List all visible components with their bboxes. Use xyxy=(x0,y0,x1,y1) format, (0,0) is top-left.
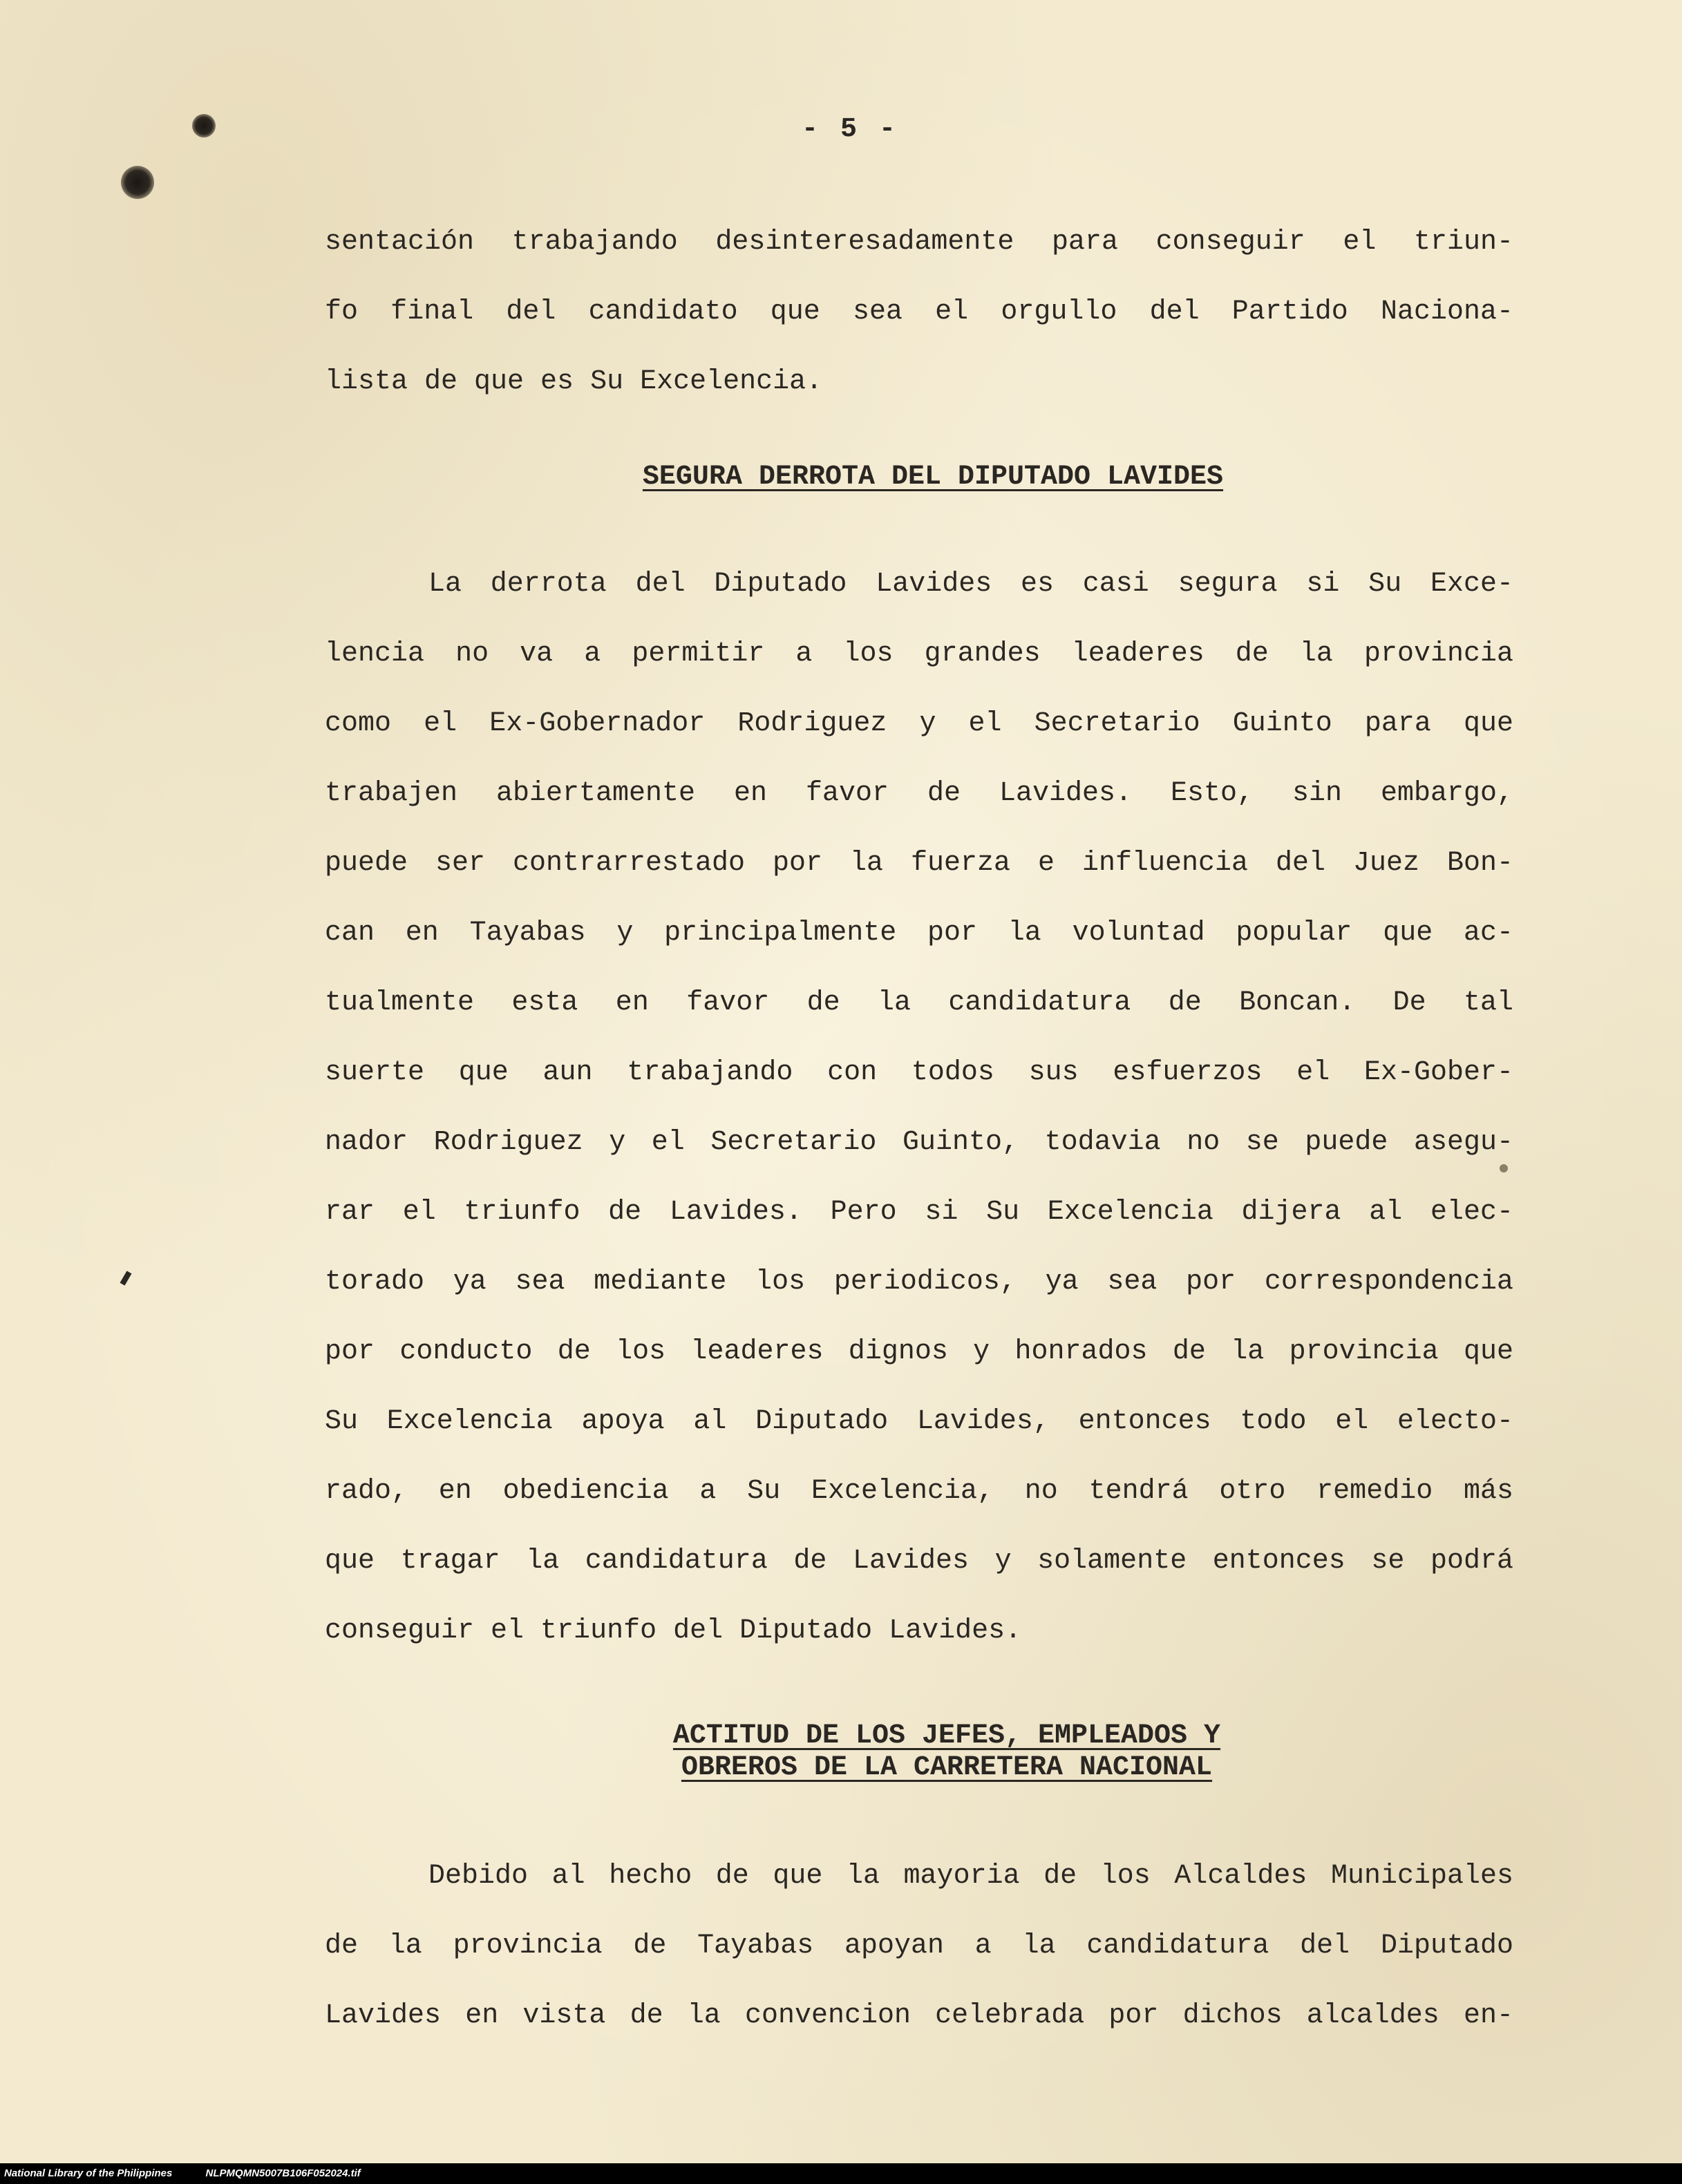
text-line: como el Ex-Gobernador Rodriguez y el Secretario Guinto para que xyxy=(325,708,1513,739)
paragraph-actitud xyxy=(325,1841,1513,2051)
text-line: rar el triunfo de Lavides. Pero si Su Excelencia dijera al elec- xyxy=(325,1197,1513,1228)
text-line: Lavides en vista de la convencion celebrada por dichos alcaldes en- xyxy=(325,2000,1513,2031)
text-line: conseguir el triunfo del Diputado Lavides. xyxy=(325,1615,1022,1646)
text-line: Su Excelencia apoya al Diputado Lavides, entonces todo el electo- xyxy=(325,1406,1513,1437)
paragraph-continued xyxy=(325,207,1513,417)
text-line: fo final del candidato que sea el orgullo del Partido Naciona- xyxy=(325,296,1513,327)
ink-mark xyxy=(120,1271,132,1285)
punch-hole xyxy=(121,166,154,199)
text-line: puede ser contrarrestado por la fuerza e influencia del Juez Bon- xyxy=(325,848,1513,879)
heading-line: OBREROS DE LA CARRETERA NACIONAL xyxy=(681,1752,1213,1783)
text-line: rado, en obediencia a Su Excelencia, no tendrá otro remedio más xyxy=(325,1476,1513,1507)
text-line: que tragar la candidatura de Lavides y solamente entonces se podrá xyxy=(325,1546,1513,1577)
text-line: tualmente esta en favor de la candidatura de Boncan. De tal xyxy=(325,987,1513,1018)
page-number: - 5 - xyxy=(802,114,899,145)
text-line: de la provincia de Tayabas apoyan a la candidatura del Diputado xyxy=(325,1930,1513,1962)
heading-line: ACTITUD DE LOS JEFES, EMPLEADOS Y xyxy=(672,1720,1221,1751)
text-line: lista de que es Su Excelencia. xyxy=(325,366,823,397)
text-line: suerte que aun trabajando con todos sus esfuerzos el Ex-Gober- xyxy=(325,1057,1513,1088)
footer-filename: NLPMQMN5007B106F052024.tif xyxy=(205,2167,361,2179)
text-line: can en Tayabas y principalmente por la voluntad popular que ac- xyxy=(325,918,1513,949)
paragraph-derrota xyxy=(325,549,1513,1666)
text-line: trabajen abiertamente en favor de Lavides. Esto, sin embargo, xyxy=(325,778,1513,809)
text-line: sentación trabajando desinteresadamente para conseguir el triun- xyxy=(325,227,1513,258)
text-line: Debido al hecho de que la mayoria de los Alcaldes Municipales xyxy=(428,1861,1513,1892)
footer-source: National Library of the Philippines xyxy=(4,2167,173,2179)
text-line: por conducto de los leaderes dignos y honrados de la provincia que xyxy=(325,1336,1513,1367)
punch-hole xyxy=(192,114,216,137)
archive-footer xyxy=(0,2163,1682,2184)
text-line: nador Rodriguez y el Secretario Guinto, todavia no se puede asegu- xyxy=(325,1127,1513,1158)
section-heading: SEGURA DERROTA DEL DIPUTADO LAVIDES xyxy=(642,462,1224,493)
text-line: lencia no va a permitir a los grandes leaderes de la provincia xyxy=(325,638,1513,670)
text-line: torado ya sea mediante los periodicos, ya sea por correspondencia xyxy=(325,1266,1513,1298)
section-heading xyxy=(498,1720,1396,1784)
text-line: La derrota del Diputado Lavides es casi segura si Su Exce- xyxy=(428,569,1513,600)
